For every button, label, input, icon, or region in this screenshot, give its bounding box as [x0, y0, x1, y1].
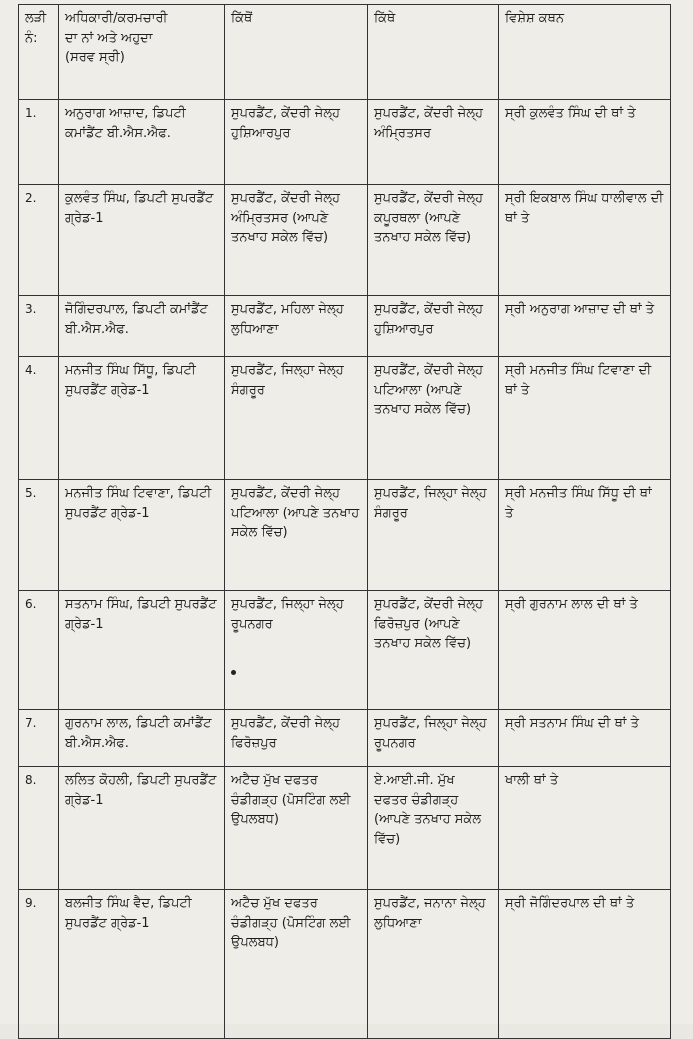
table-row [19, 296, 671, 357]
cell-name: ਜੋਗਿੰਦਰਪਾਲ, ਡਿਪਟੀ ਕਮਾਂਡੈਂਟ ਬੀ.ਐਸ.ਐਫ. [59, 296, 225, 357]
cell-from: ਸੁਪਰਡੈਂਟ, ਕੇਂਦਰੀ ਜੇਲ੍ਹ ਪਟਿਆਲਾ (ਆਪਣੇ ਤਨਖਾਹ ਸਕੇਲ ਵਿੱਚ) [225, 480, 368, 591]
cell-serial: 4. [19, 357, 59, 480]
cell-serial: 5. [19, 480, 59, 591]
table-header-row [19, 5, 671, 100]
cell-name: ਮਨਜੀਤ ਸਿੰਘ ਸਿੱਧੂ, ਡਿਪਟੀ ਸੁਪਰਡੈਂਟ ਗ੍ਰੇਡ-1 [59, 357, 225, 480]
cell-to: ਸੁਪਰਡੈਂਟ, ਜਨਾਨਾ ਜੇਲ੍ਹ ਲੁਧਿਆਣਾ [368, 890, 499, 1039]
cell-to: ਸੁਪਰਡੈਂਟ, ਕੇਂਦਰੀ ਜੇਲ੍ਹ ਕਪੂਰਥਲਾ (ਆਪਣੇ ਤਨਖਾਹ ਸਕੇਲ ਵਿੱਚ) [368, 185, 499, 296]
header-name-line3: (ਸਰਵ ਸ੍ਰੀ) [65, 50, 125, 65]
cell-name: ਅਨੁਰਾਗ ਆਜ਼ਾਦ, ਡਿਪਟੀ ਕਮਾਂਡੈਂਟ ਬੀ.ਐਸ.ਐਫ. [59, 100, 225, 185]
cell-to: ਸੁਪਰਡੈਂਟ, ਜਿਲ੍ਹਾ ਜੇਲ੍ਹ ਸੰਗਰੂਰ [368, 480, 499, 591]
cell-remarks: ਸ੍ਰੀ ਗੁਰਨਾਮ ਲਾਲ ਦੀ ਥਾਂ ਤੇ [499, 591, 671, 710]
cell-from: ਸੁਪਰਡੈਂਟ, ਕੇਂਦਰੀ ਜੇਲ੍ਹ ਫਿਰੋਜ਼ਪੁਰ [225, 710, 368, 767]
cell-remarks: ਸ੍ਰੀ ਕੁਲਵੰਤ ਸਿੰਘ ਦੀ ਥਾਂ ਤੇ [499, 100, 671, 185]
cell-to: ਸੁਪਰਡੈਂਟ, ਕੇਂਦਰੀ ਜੇਲ੍ਹ ਅੰਮ੍ਰਿਤਸਰ [368, 100, 499, 185]
cell-from: ਸੁਪਰਡੈਂਟ, ਜਿਲ੍ਹਾ ਜੇਲ੍ਹ ਸੰਗਰੂਰ [225, 357, 368, 480]
cell-name: ਲਲਿਤ ਕੋਹਲੀ, ਡਿਪਟੀ ਸੁਪਰਡੈਂਟ ਗ੍ਰੇਡ-1 [59, 767, 225, 890]
cell-remarks: ਸ੍ਰੀ ਜੋਗਿੰਦਰਪਾਲ ਦੀ ਥਾਂ ਤੇ [499, 890, 671, 1039]
table-row [19, 185, 671, 296]
cell-serial: 2. [19, 185, 59, 296]
cell-remarks: ਸ੍ਰੀ ਇਕਬਾਲ ਸਿੰਘ ਧਾਲੀਵਾਲ ਦੀ ਥਾਂ ਤੇ [499, 185, 671, 296]
cell-to: ਸੁਪਰਡੈਂਟ, ਕੇਂਦਰੀ ਜੇਲ੍ਹ ਹੁਸ਼ਿਆਰਪੁਰ [368, 296, 499, 357]
table-row [19, 710, 671, 767]
cell-name: ਕੁਲਵੰਤ ਸਿੰਘ, ਡਿਪਟੀ ਸੁਪਰਡੈਂਟ ਗ੍ਰੇਡ-1 [59, 185, 225, 296]
cell-remarks: ਸ੍ਰੀ ਮਨਜੀਤ ਸਿੰਘ ਟਿਵਾਣਾ ਦੀ ਥਾਂ ਤੇ [499, 357, 671, 480]
header-from: ਕਿੱਥੋਂ [225, 5, 368, 100]
cell-serial: 9. [19, 890, 59, 1039]
header-name-line1: ਅਧਿਕਾਰੀ/ਕਰਮਚਾਰੀ [65, 11, 168, 26]
stray-ink-dot [231, 670, 236, 675]
cell-from: ਅਟੈਚ ਮੁੱਖ ਦਫਤਰ ਚੰਡੀਗੜ੍ਹ (ਪੋਸਟਿੰਗ ਲਈ ਉਪਲਬਧ) [225, 767, 368, 890]
cell-to: ਏ.ਆਈ.ਜੀ. ਮੁੱਖ ਦਫਤਰ ਚੰਡੀਗੜ੍ਹ (ਆਪਣੇ ਤਨਖਾਹ ਸਕੇਲ ਵਿੱਚ) [368, 767, 499, 890]
header-name [59, 5, 225, 100]
cell-serial: 3. [19, 296, 59, 357]
header-serial: ਲੜੀ ਨੰ: [19, 5, 59, 100]
cell-from: ਸੁਪਰਡੈਂਟ, ਮਹਿਲਾ ਜੇਲ੍ਹ ਲੁਧਿਆਣਾ [225, 296, 368, 357]
cell-name: ਬਲਜੀਤ ਸਿੰਘ ਵੈਦ, ਡਿਪਟੀ ਸੁਪਰਡੈਂਟ ਗ੍ਰੇਡ-1 [59, 890, 225, 1039]
table-row [19, 480, 671, 591]
cell-remarks: ਸ੍ਰੀ ਸਤਨਾਮ ਸਿੰਘ ਦੀ ਥਾਂ ਤੇ [499, 710, 671, 767]
table-row [19, 100, 671, 185]
cell-to: ਸੁਪਰਡੈਂਟ, ਕੇਂਦਰੀ ਜੇਲ੍ਹ ਪਟਿਆਲਾ (ਆਪਣੇ ਤਨਖਾਹ ਸਕੇਲ ਵਿੱਚ) [368, 357, 499, 480]
header-name-line2: ਦਾ ਨਾਂ ਅਤੇ ਅਹੁਦਾ [65, 30, 153, 46]
table-row [19, 591, 671, 710]
cell-remarks: ਸ੍ਰੀ ਮਨਜੀਤ ਸਿੰਘ ਸਿੱਧੂ ਦੀ ਥਾਂ ਤੇ [499, 480, 671, 591]
cell-serial: 8. [19, 767, 59, 890]
cell-name: ਗੁਰਨਾਮ ਲਾਲ, ਡਿਪਟੀ ਕਮਾਂਡੈਂਟ ਬੀ.ਐਸ.ਐਫ. [59, 710, 225, 767]
cell-serial: 6. [19, 591, 59, 710]
cell-remarks: ਖਾਲੀ ਥਾਂ ਤੇ [499, 767, 671, 890]
header-to: ਕਿੱਥੇ [368, 5, 499, 100]
cell-to: ਸੁਪਰਡੈਂਟ, ਜਿਲ੍ਹਾ ਜੇਲ੍ਹ ਰੂਪਨਗਰ [368, 710, 499, 767]
cell-serial: 1. [19, 100, 59, 185]
header-remarks: ਵਿਸ਼ੇਸ਼ ਕਥਨ [499, 5, 671, 100]
cell-name: ਸਤਨਾਮ ਸਿੰਘ, ਡਿਪਟੀ ਸੁਪਰਡੈਂਟ ਗ੍ਰੇਡ-1 [59, 591, 225, 710]
cell-remarks: ਸ੍ਰੀ ਅਨੁਰਾਗ ਆਜ਼ਾਦ ਦੀ ਥਾਂ ਤੇ [499, 296, 671, 357]
cell-from: ਅਟੈਚ ਮੁੱਖ ਦਫਤਰ ਚੰਡੀਗੜ੍ਹ (ਪੋਸਟਿੰਗ ਲਈ ਉਪਲਬਧ) [225, 890, 368, 1039]
table-row [19, 890, 671, 1039]
table-row [19, 357, 671, 480]
cell-from: ਸੁਪਰਡੈਂਟ, ਕੇਂਦਰੀ ਜੇਲ੍ਹ ਅੰਮ੍ਰਿਤਸਰ (ਆਪਣੇ ਤਨਖਾਹ ਸਕੇਲ ਵਿੱਚ) [225, 185, 368, 296]
table-row [19, 767, 671, 890]
transfer-table [18, 4, 671, 1039]
cell-name: ਮਨਜੀਤ ਸਿੰਘ ਟਿਵਾਣਾ, ਡਿਪਟੀ ਸੁਪਰਡੈਂਟ ਗ੍ਰੇਡ-1 [59, 480, 225, 591]
cell-from: ਸੁਪਰਡੈਂਟ, ਜਿਲ੍ਹਾ ਜੇਲ੍ਹ ਰੂਪਨਗਰ [225, 591, 368, 710]
cell-from: ਸੁਪਰਡੈਂਟ, ਕੇਂਦਰੀ ਜੇਲ੍ਹ ਹੁਸ਼ਿਆਰਪੁਰ [225, 100, 368, 185]
cell-serial: 7. [19, 710, 59, 767]
cell-to: ਸੁਪਰਡੈਂਟ, ਕੇਂਦਰੀ ਜੇਲ੍ਹ ਫਿਰੋਜ਼ਪੁਰ (ਆਪਣੇ ਤਨਖਾਹ ਸਕੇਲ ਵਿੱਚ) [368, 591, 499, 710]
